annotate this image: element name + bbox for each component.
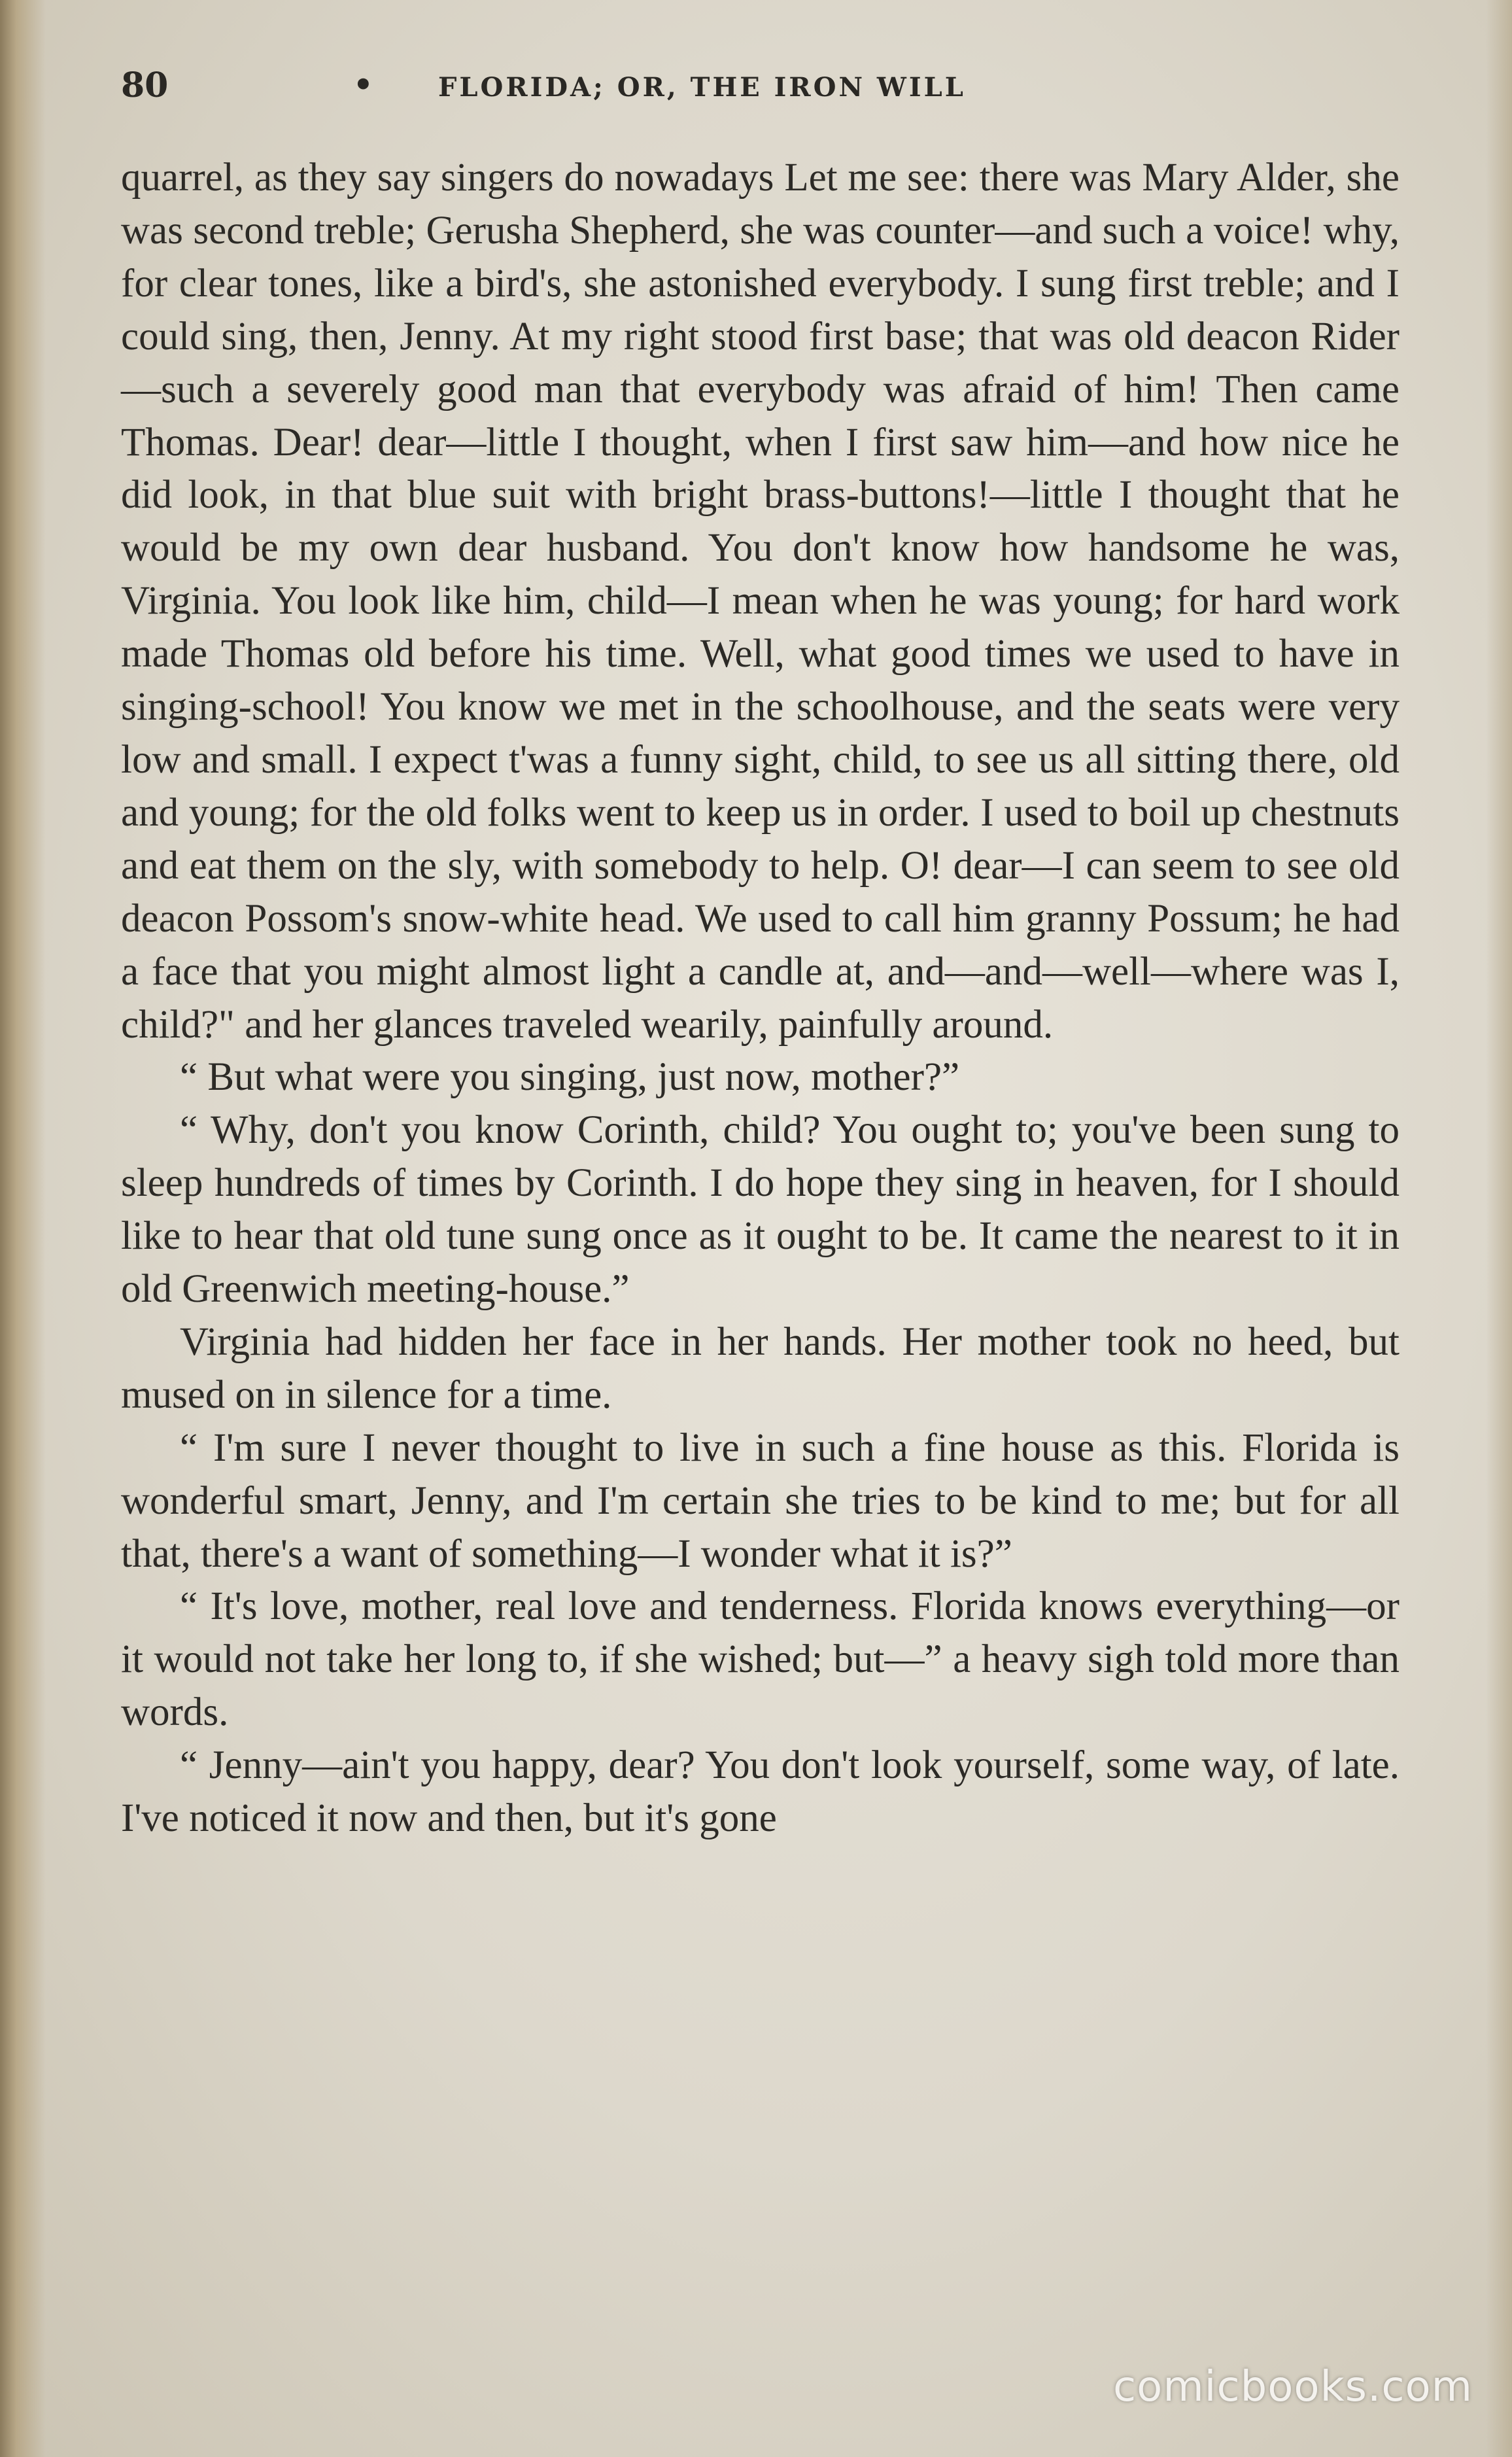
paragraph: “ Why, don't you know Corinth, child? You ought to; you've been sung to sleep hundreds of times by Corinth. I do hope they sing in heaven, for I should like to hear that old tune sung once as it ought to be. It came the nearest to it in old Greenwich meeting-house.” [121,1108,1400,1312]
running-head: FLORIDA; OR, THE IRON WILL [438,72,966,103]
body-text [121,152,1400,1845]
page-header [121,65,1403,111]
paragraph: “ It's love, mother, real love and tenderness. Florida knows everything—or it would not take her long to, if she wished; but—” a heavy sigh told more than words. [121,1584,1400,1735]
page-number: 80 [121,65,169,105]
page-binding-shadow [0,0,46,2457]
paragraph: “ Jenny—ain't you happy, dear? You don't look yourself, some way, of late. I've noticed it now and then, but it's gone [121,1743,1400,1841]
header-separator: • [353,67,373,103]
paragraph: “ But what were you singing, just now, mother?” [180,1055,960,1100]
paragraph: “ I'm sure I never thought to live in such a fine house as this. Florida is wonderful smart, Jenny, and I'm certain she tries to be kind to me; but for all that, there's a want of something—I wonder what it is?” [121,1425,1400,1576]
watermark: comicbooks.com [1112,2363,1473,2411]
page-edge-shadow [1486,0,1512,2457]
paragraph: Virginia had hidden her face in her hands. Her mother took no heed, but mused on in silence for a time. [121,1319,1400,1417]
paragraph-continuation: quarrel, as they say singers do nowadays Let me see: there was Mary Alder, she was second treble; Gerusha Shepherd, she was counter—and such a voice! why, for clear tones, like a bird's, she astonished everybody. I sung first treble; and I could sing, then, Jenny. At my right stood first base; that was old deacon Rider—such a severely good man that everybody was afraid of him! Then came Thomas. Dear! dear—little I thought, when I first saw him—and how nice he did look, in that blue suit with bright brass-buttons!—little I thought that he would be my own dear husband. You don't know how handsome he was, Virginia. You look like him, child—I mean when he was young; for hard work made Thomas old before his time. Well, what good times we used to have in singing-school! You know we met in the schoolhouse, and the seats were very low and small. I expect t'was a funny sight, child, to see us all sitting there, old and young; for the old folks went to keep us in order. I used to boil up chestnuts and eat them on the sly, with somebody to help. O! dear—I can seem to see old deacon Possom's snow-white head. We used to call him granny Possum; he had a face that you might almost light a candle at, and—and—well—where was I, child?" and her glances traveled wearily, painfully around. [121,156,1400,1047]
